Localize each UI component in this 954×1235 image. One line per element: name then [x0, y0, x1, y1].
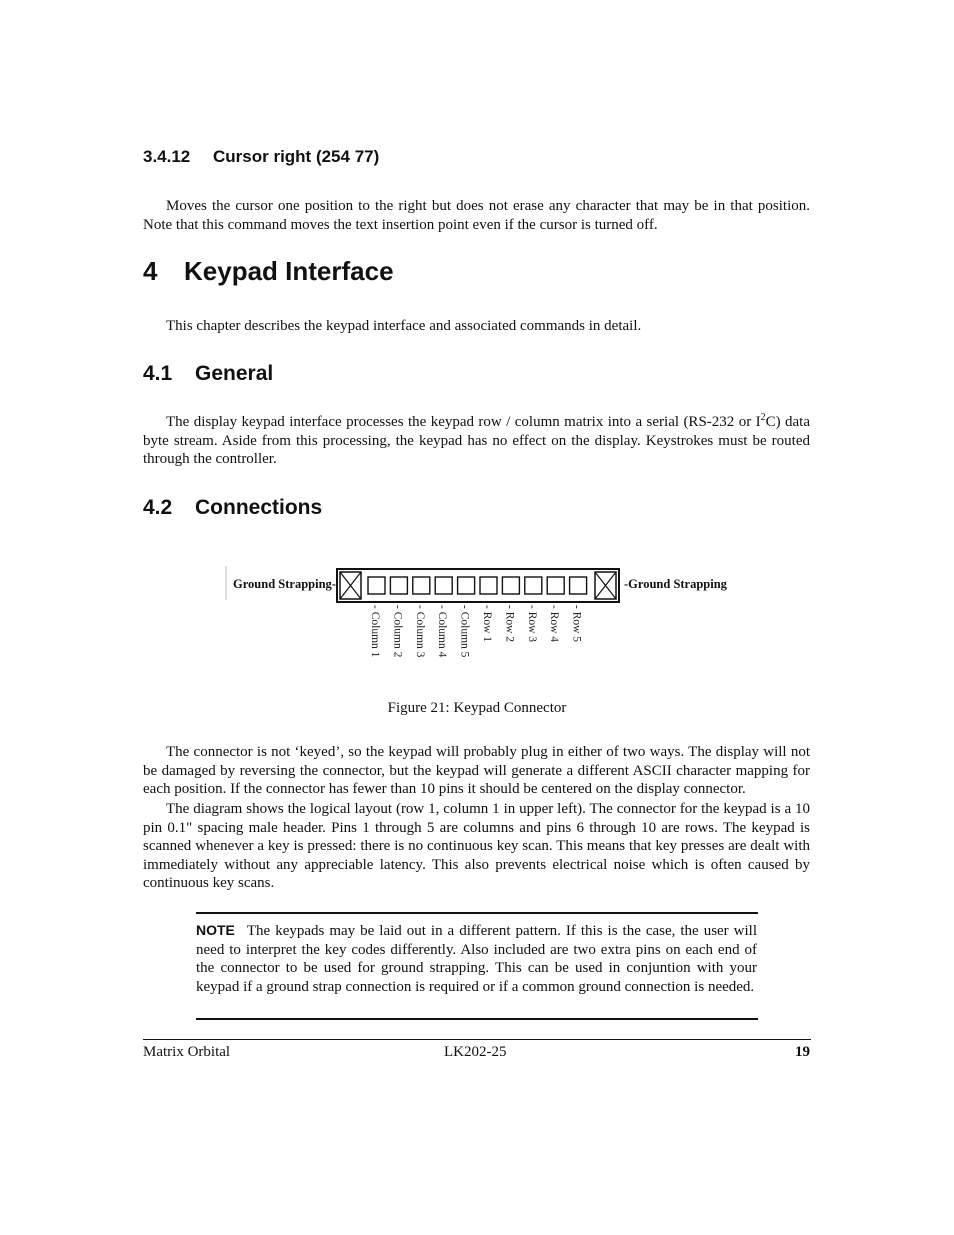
pin-3 [413, 577, 430, 594]
pin-2 [390, 577, 407, 594]
cursor-right-description: Moves the cursor one position to the right but does not erase any character that may be in that position. Note that this command moves the text insertion point even if the cursor is turned off. [143, 198, 810, 233]
pin-8 [525, 577, 542, 594]
section-number: 4.1 [143, 362, 173, 385]
pin-label-2: - Column 2 [391, 605, 404, 658]
note-top-rule [196, 912, 758, 914]
pin-label-9: - Row 4 [548, 605, 561, 643]
footer-page-number: 19 [795, 1044, 810, 1060]
section-number: 4.2 [143, 496, 173, 519]
chapter-title: Keypad Interface [184, 256, 394, 286]
connector-pins [368, 577, 587, 594]
section-title: General [195, 362, 274, 385]
pin-label-8: - Row 3 [525, 605, 538, 643]
ground-pin-left [340, 572, 361, 599]
general-text-part1: The display keypad interface processes the keypad row / column matrix into a serial (RS-232 or I [166, 414, 761, 430]
pin-4 [435, 577, 452, 594]
connector-outline [337, 569, 619, 602]
pin-1 [368, 577, 385, 594]
pin-6 [480, 577, 497, 594]
section-number: 3.4.12 [143, 147, 191, 166]
pin-label-10: - Row 5 [570, 605, 583, 643]
connector-keying-paragraph: The connector is not ‘keyed’, so the keypad will probably plug in either of two ways. The display will not be damaged by reversing the connector, but the keypad will generate a different ASCII character mapping for each position. If the connector has fewer than 10 pins it should be centered on the display connector. [143, 744, 810, 798]
pin-label-6: - Row 1 [481, 605, 493, 643]
pin-label-4: - Column 4 [436, 605, 449, 658]
footer-company: Matrix Orbital [143, 1044, 231, 1060]
chapter-intro: This chapter describes the keypad interface and associated commands in detail. [166, 318, 642, 334]
chapter-number: 4 [143, 256, 158, 286]
pin-labels [369, 605, 583, 658]
footer-rule [143, 1039, 811, 1040]
footer-model: LK202-25 [444, 1044, 507, 1060]
pin-label-3: - Column 3 [413, 605, 426, 658]
note-box [196, 921, 757, 996]
pin-10 [570, 577, 587, 594]
section-title: Connections [195, 496, 323, 519]
ground-pin-right [595, 572, 616, 599]
note-text: The keypads may be laid out in a different pattern. If this is the case, the user will need to interpret the key codes differently. Also included are two extra pins on each end of the connector to be used for ground strapping. This can be used in conjuntion with your keypad if a ground strap connection is required or if a common ground connection is needed. [196, 923, 757, 995]
note-label: NOTE [196, 922, 235, 938]
pin-label-7: - Row 2 [503, 605, 516, 643]
pin-7 [502, 577, 519, 594]
section-heading-general [143, 362, 273, 386]
pin-5 [458, 577, 475, 594]
section-heading-connections [143, 496, 322, 520]
ground-strapping-left-label: Ground Strapping- [233, 577, 336, 591]
note-bottom-rule [196, 1018, 758, 1020]
pin-label-1: - Column 1 [369, 605, 381, 658]
chapter-heading-keypad-interface [143, 256, 394, 287]
ground-strapping-right-label: -Ground Strapping [624, 577, 727, 591]
section-title: Cursor right (254 77) [213, 147, 380, 166]
section-heading-3-4-12 [143, 147, 379, 167]
pin-label-5: - Column 5 [458, 605, 471, 658]
pin-9 [547, 577, 564, 594]
general-paragraph [143, 413, 810, 469]
figure-caption: Figure 21: Keypad Connector [387, 700, 567, 716]
keypad-connector-diagram [224, 562, 730, 672]
logical-layout-paragraph: The diagram shows the logical layout (row 1, column 1 in upper left). The connector for the keypad is a 10 pin 0.1" spacing male header. Pins 1 through 5 are columns and pins 6 through 10 are rows. The keypad is scanned whenever a key is pressed: there is no continuous key scan. This means that key presses are dealt with immediately without any appreciable latency. This also prevents electrical noise which is often caused by continuous key scans. [143, 801, 810, 892]
superscript-2: 2 [760, 412, 766, 423]
general-text-part2: C) data byte stream. Aside from this processing, the keypad has no effect on the display. Keystrokes must be routed through the controller. [143, 414, 810, 468]
